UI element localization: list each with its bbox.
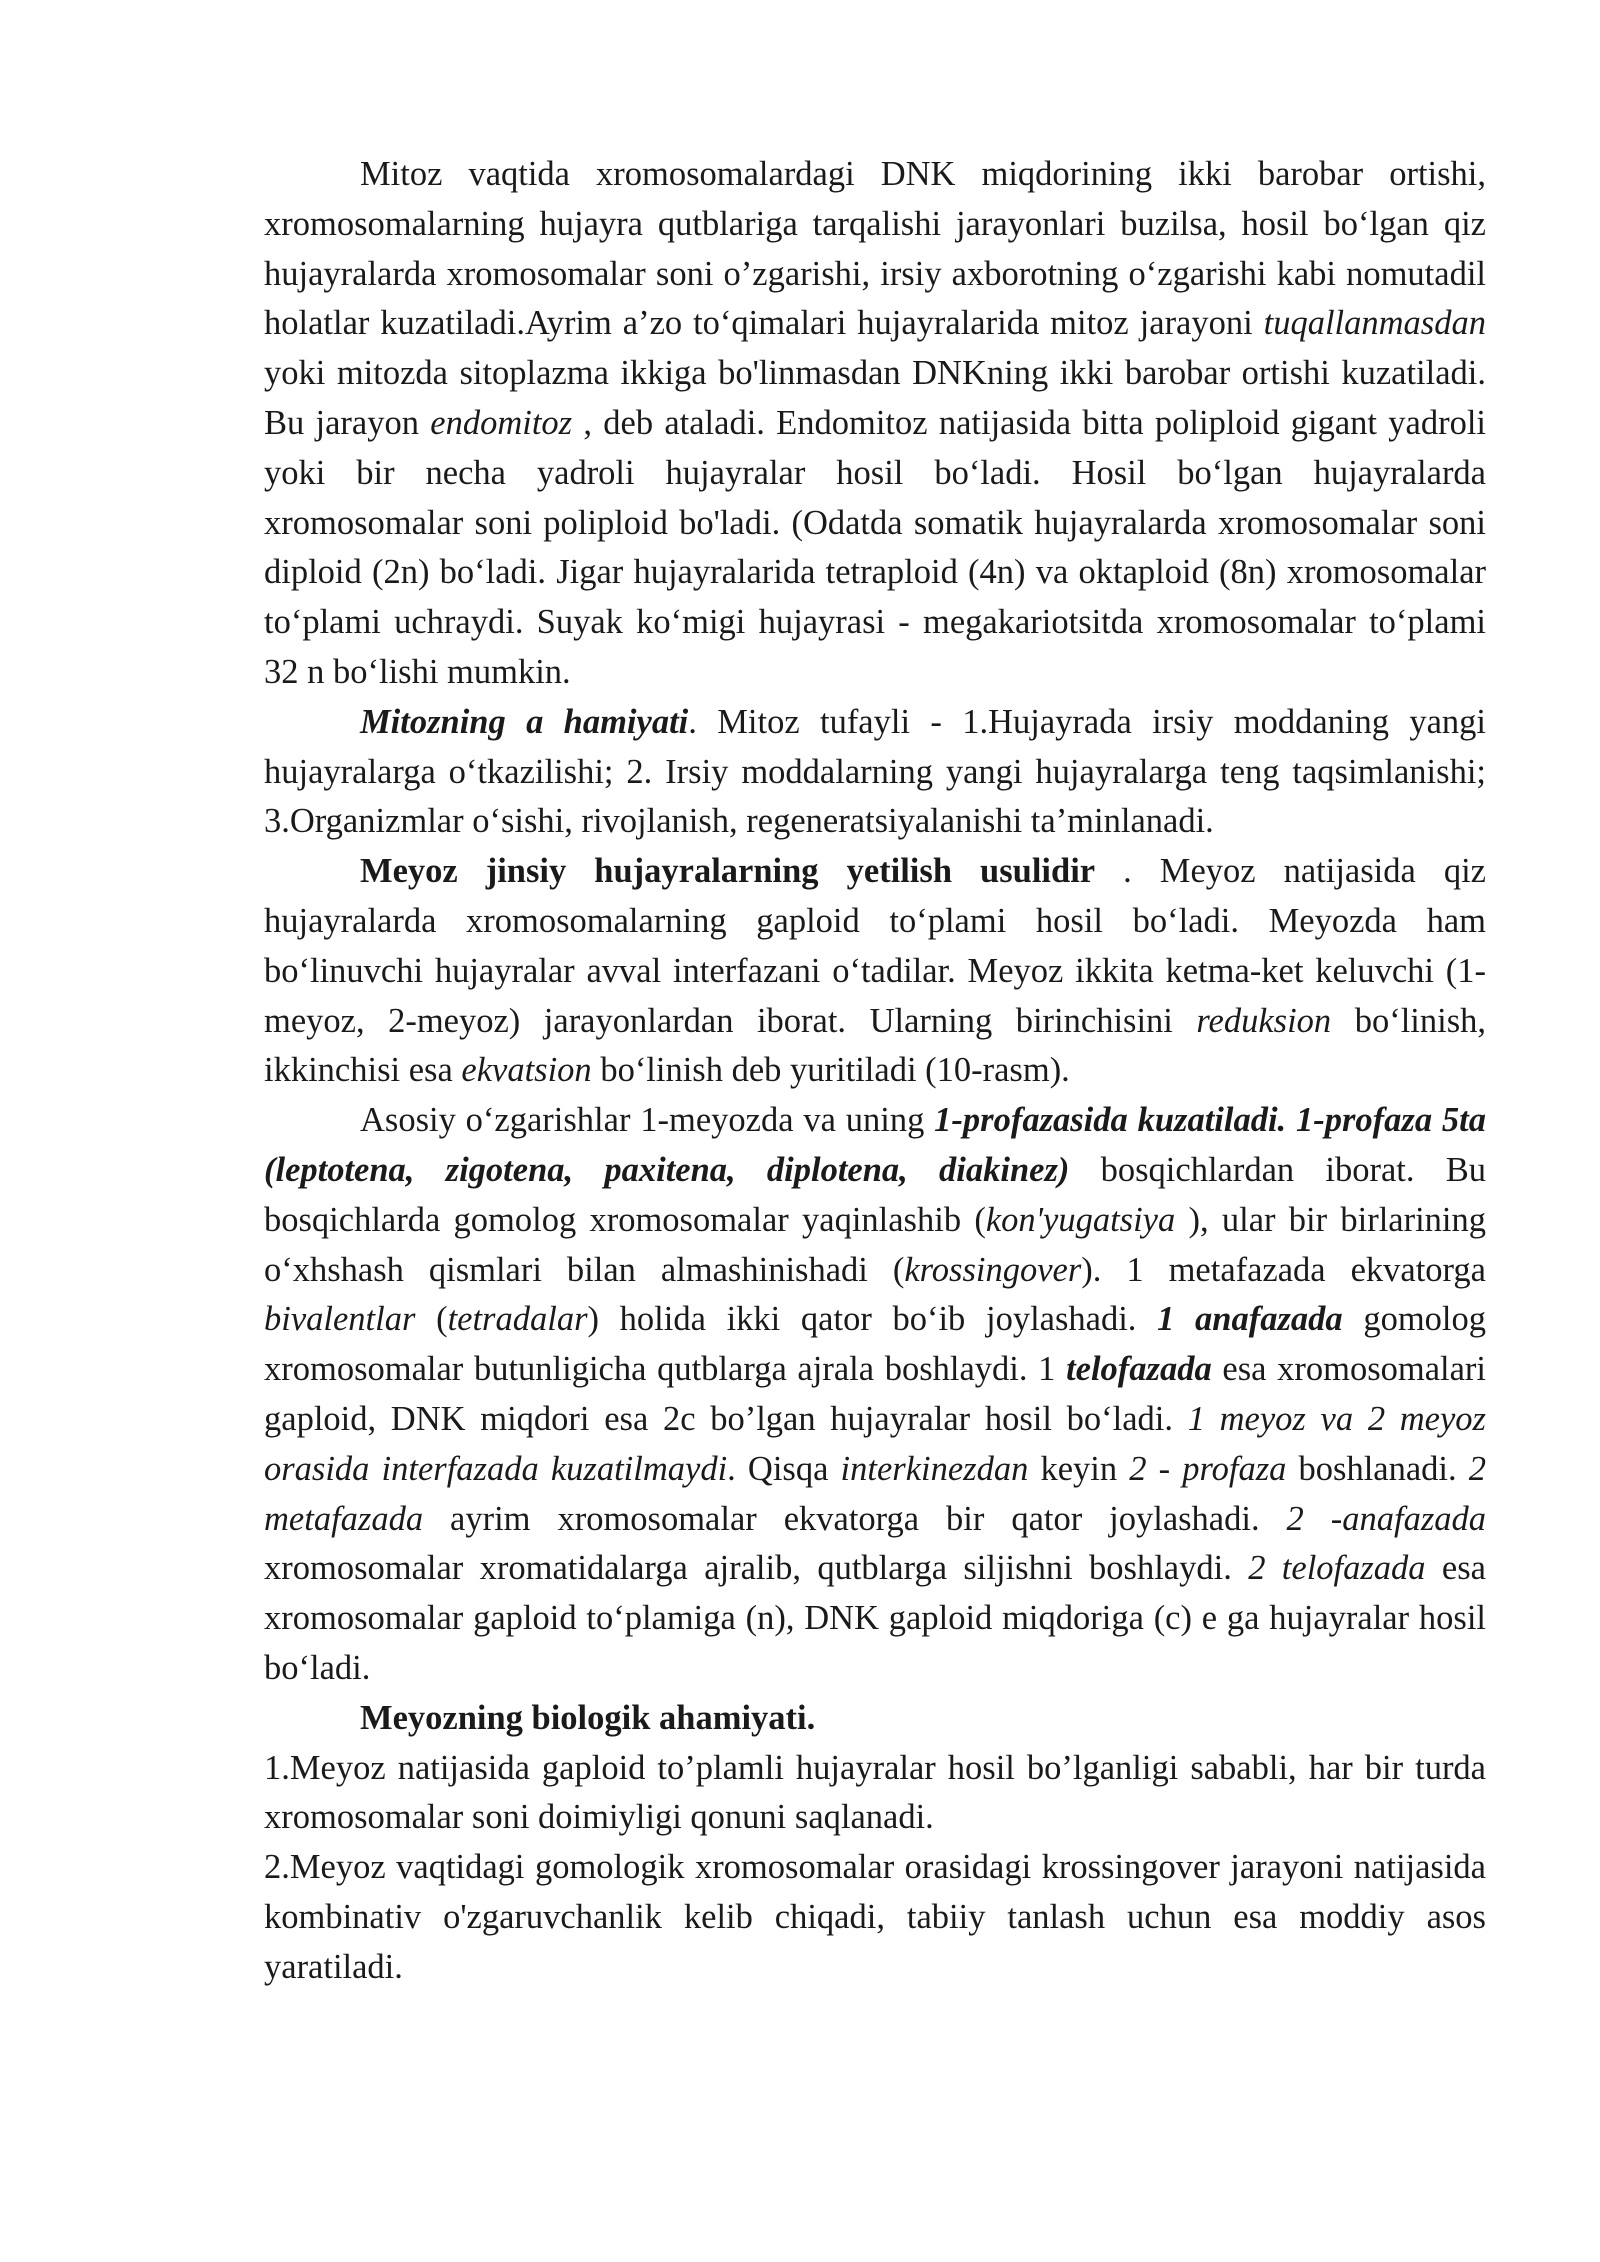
text-run: ). 1 metafazada ekvatorga: [1081, 1250, 1486, 1289]
term-ekvatsion: ekvatsion: [461, 1051, 592, 1090]
text-run: bo‘linish deb yuritiladi (10-rasm).: [591, 1051, 1070, 1090]
text-run: ) holida ikki qator bo‘ib joylashadi.: [587, 1300, 1158, 1339]
term-1-anafazada: 1 anafazada: [1157, 1300, 1343, 1339]
heading-meyoz-biologik-ahamiyati: Meyozning biologik ahamiyati.: [360, 1698, 816, 1737]
text-run: Mitoz vaqtida xromosomalardagi DNK miqdorining ikki barobar ortishi, xromosomalarning hujayra qutblariga tarqalishi jarayonlari buzilsa, hosil bo‘lgan qiz hujayralarda xromosomalar soni o’zgarishi, irsiy axborotning o‘zgarishi kabi nomutadil holatlar kuzatiladi.Ayrim a’zo to‘qimalari hujayralarida mitoz jarayoni: [264, 155, 1486, 343]
text-run: (: [415, 1300, 448, 1339]
text-run: 1.Meyoz natijasida gaploid to’plamli hujayralar hosil bo’lganligi sababli, har bir turda xromosomalar soni doimiyligi qonuni saqlanadi.: [264, 1748, 1486, 1837]
term-konyugatsiya: kon'yugatsiya: [985, 1200, 1176, 1239]
term-tuqallanmasdan: tuqallanmasdan: [1263, 304, 1486, 343]
text-run: . Meyoz natijasida qiz hujayralarda xromosomalarning gaploid to‘plami hosil bo‘ladi. Meyozda ham bo‘linuvchi hujayralar avval interfazani o‘tadilar. Meyoz ikkita ketma-ket keluvchi (1-meyoz, 2-meyoz) jarayonlardan iborat. Ularning birinchisini: [264, 852, 1486, 1040]
text-run: ), ular bir birlarining o‘xhshash qismlari bilan almashinishadi (: [264, 1200, 1486, 1289]
heading-mitoz-ahamiyati: Mitozning a hamiyati: [360, 702, 689, 741]
term-interfaza-note: 1 meyoz va 2 meyoz orasida interfazada kuzatilmaydi: [264, 1399, 1486, 1488]
term-reduksion: reduksion: [1196, 1001, 1332, 1040]
term-2-metafaza: 2 metafazada: [264, 1449, 1487, 1538]
text-run: 2.Meyoz vaqtidagi gomologik xromosomalar orasidagi krossingover jarayoni natijasida kombinativ o'zgaruvchanlik kelib chiqadi, tabiiy tanlash uchun esa moddiy asos yaratiladi.: [264, 1848, 1486, 1986]
term-2-profaza: 2 - profaza: [1129, 1449, 1287, 1488]
term-profaza: 1-profazasida kuzatiladi. 1-profaza 5ta (leptotena, zigotena, paxitena, diplotena, diakinez): [264, 1101, 1486, 1189]
term-endomitoz: endomitoz: [430, 403, 573, 442]
document-page: [264, 150, 1486, 1992]
paragraph-meyoz: [264, 847, 1486, 1096]
term-interkinez: interkinezdan: [840, 1449, 1029, 1488]
text-run: . Mitoz tufayli - 1.Hujayrada irsiy moddaning yangi hujayralarga o‘tkazilishi; 2. Irsiy moddalarning yangi hujayralarga teng taqsimlanishi; 3.Organizmlar o‘sishi, rivojlanish, regeneratsiyalanishi ta’minlanadi.: [264, 702, 1486, 841]
paragraph-heading-biologik: [264, 1694, 1486, 1744]
term-telofazada: telofazada: [1066, 1350, 1212, 1389]
term-krossingover: krossingover: [904, 1250, 1082, 1289]
paragraph-meyoz-stages: [264, 1096, 1486, 1694]
text-run: xromosomalar xromatidalarga ajralib, qutblarga siljishni boshlaydi.: [264, 1549, 1249, 1588]
list-item-1: [264, 1744, 1486, 1844]
text-run: yoki mitozda sitoplazma ikkiga bo'linmasdan DNKning ikki barobar ortishi kuzatiladi. Bu jarayon: [264, 354, 1486, 442]
heading-meyoz-definition: Meyoz jinsiy hujayralarning yetilish usulidir: [360, 852, 1096, 891]
text-run: esa xromosomalari gaploid, DNK miqdori esa 2c bo’lgan hujayralar hosil bo‘ladi.: [264, 1350, 1486, 1438]
text-run: boshlanadi.: [1286, 1449, 1469, 1488]
paragraph-mitoz-ahamiyati: [264, 698, 1486, 847]
paragraph-endomitoz: [264, 150, 1486, 698]
text-run: ayrim xromosomalar ekvatorga bir qator joylashadi.: [423, 1499, 1287, 1538]
text-run: gomolog xromosomalar butunligicha qutblarga ajrala boshlaydi. 1: [264, 1300, 1486, 1389]
list-item-2: [264, 1843, 1486, 1992]
term-bivalentlar: bivalentlar: [264, 1300, 416, 1339]
term-tetradalar: tetradalar: [447, 1300, 588, 1339]
text-run: keyin: [1028, 1449, 1130, 1488]
text-run: , deb ataladi. Endomitoz natijasida bitta poliploid gigant yadroli yoki bir necha yadroli hujayralar hosil bo‘ladi. Hosil bo‘lgan hujayralarda xromosomalar soni poliploid bo'ladi. (Odatda somatik hujayralarda xromosomalar soni diploid (2n) bo‘ladi. Jigar hujayralarida tetraploid (4n) va oktaploid (8n) xromosomalar to‘plami uchraydi. Suyak ko‘migi hujayrasi - megakariotsitda xromosomalar to‘plami 32 n bo‘lishi mumkin.: [264, 403, 1487, 691]
text-run: bosqichlardan iborat. Bu bosqichlarda gomolog xromosomalar yaqinlashib (: [264, 1150, 1486, 1239]
text-run: esa xromosomalar gaploid to‘plamiga (n), DNK gaploid miqdoriga (c) e ga hujayralar hosil bo‘ladi.: [264, 1549, 1486, 1687]
text-run: bo‘linish, ikkinchisi esa: [264, 1001, 1486, 1090]
term-2-anafaza: 2 -anafazada: [1286, 1499, 1486, 1538]
term-2-telofaza: 2 telofazada: [1248, 1549, 1426, 1588]
text-run: Asosiy o‘zgarishlar 1-meyozda va uning: [360, 1101, 935, 1140]
text-run: . Qisqa: [727, 1449, 841, 1488]
